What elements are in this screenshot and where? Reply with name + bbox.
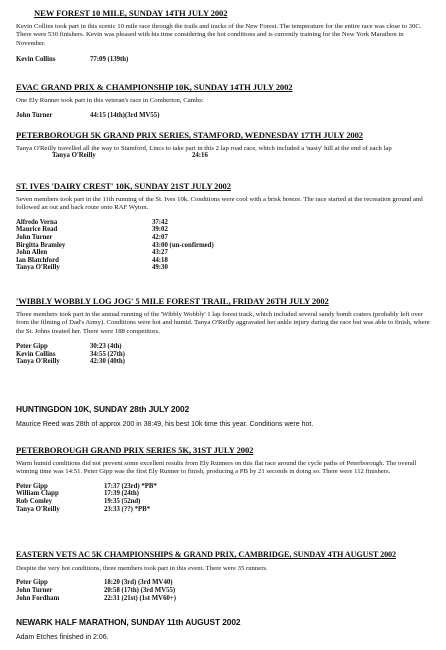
race-heading: PETERBOROUGH 5K GRAND PRIX SERIES, STAMFORD, WEDNESDAY 17TH JULY 2002 bbox=[16, 130, 364, 140]
race-report-huntingdon-10k bbox=[16, 404, 436, 429]
results-list bbox=[16, 579, 436, 602]
result-row: Rob Comley 19:35 (52nd) bbox=[16, 498, 141, 505]
race-report-eastern-vets-5k bbox=[16, 550, 436, 602]
results-list bbox=[16, 219, 436, 272]
result-row: Alfredo Verna 37:42 bbox=[16, 218, 168, 226]
result-row: John Allen 43:27 bbox=[16, 249, 168, 257]
race-report-stamford-5k bbox=[16, 130, 436, 160]
race-report-st-ives-10k bbox=[16, 181, 436, 272]
result-row: John Turner 42:07 bbox=[16, 234, 168, 241]
result-row: Kevin Collins 34:55 (27th) bbox=[16, 350, 125, 358]
result-row: Peter Gipp 18:20 (3rd) (3rd MV40) bbox=[16, 579, 173, 587]
race-heading: 'WIBBLY WOBBLY LOG JOG' 5 MILE FOREST TRAIL, FRIDAY 26TH JULY 2002 bbox=[16, 296, 329, 306]
result-row: Tanya O'Reilly 23:33 (??) *PB* bbox=[16, 505, 151, 513]
race-summary: Kevin Collins took part in this scenic 10 mile race through the trails and tracks of the New Forest. The temperature for the entire race was close to 30C. There were 530 finishers. Kevin was pleased with his time considering the hot conditions and is currently training for the New York Marathon in November. bbox=[16, 23, 422, 47]
race-report-wibbly-wobbly bbox=[16, 296, 436, 366]
result-row: Tanya O'Reilly 42:30 (40th) bbox=[16, 358, 125, 366]
race-summary: Tanya O'Reilly travelled all the way to Stamford, Lincs to take part in this 2 lap road race, which included a 'nasty' hill at the end of each lap bbox=[16, 145, 392, 152]
race-heading: NEWARK HALF MARATHON, SUNDAY 11th AUGUST 2002 bbox=[16, 617, 241, 627]
race-summary: Three members took part in the annual running of the 'Wibbly Wobbly' 1 lap forest track, which included several sandy bomb craters (probably left over from the filming of Dad's Army). Conditions were hot and humid. Tanya O'Reilly aggravated her ankle injury during the race but was able to finish, where the St. Johns treated her. There were 188 competitors. bbox=[16, 311, 430, 335]
race-report-newark-half bbox=[16, 617, 436, 642]
result-row: John Turner 44:15 (14th)(3rd MV55) bbox=[16, 112, 160, 120]
race-summary: Adam Etches finished in 2:06. bbox=[16, 634, 109, 641]
result-row: John Turner 20:58 (17th) (3rd MV55) bbox=[16, 587, 176, 594]
race-summary: One Ely Runner took part in this veteran's race in Comberton, Cambs: bbox=[16, 97, 204, 104]
race-heading: EVAC GRAND PRIX & CHAMPIONSHIP 10K, SUNDAY 14TH JULY 2002 bbox=[16, 82, 293, 92]
race-heading: EASTERN VETS AC 5K CHAMPIONSHIPS & GRAND PRIX, CAMBRIDGE, SUNDAY 4TH AUGUST 2002 bbox=[16, 550, 397, 559]
race-summary: Seven members took part in the 11th running of the St. Ives 10k. Conditions were cool with a brisk breeze. The race started at the recreation ground and followed an out and back route onto RAF Wyton. bbox=[16, 196, 423, 212]
result-row: Tanya O'Reilly 24:16 bbox=[52, 152, 208, 160]
results-list bbox=[16, 343, 436, 366]
race-report-new-forest bbox=[16, 8, 436, 64]
result-row: Peter Gipp 30:23 (4th) bbox=[16, 343, 122, 351]
race-summary: Despite the very hot conditions, three members took part in this event. There were 35 runners. bbox=[16, 565, 268, 572]
result-row: Ian Blatchford 44:18 bbox=[16, 256, 168, 264]
results-list bbox=[16, 483, 436, 513]
race-summary: Maurice Reed was 28th of approx 200 in 38:49, his best 10k time this year. Conditions were hot. bbox=[16, 421, 314, 428]
race-heading: ST. IVES 'DAIRY CREST' 10K, SUNDAY 21ST JULY 2002 bbox=[16, 181, 231, 191]
race-heading: PETERBOROUGH GRAND PRIX SERIES 5K, 31ST JULY 2002 bbox=[16, 445, 254, 455]
result-row: Tanya O'Reilly 49:30 bbox=[16, 264, 168, 272]
result-row: Maurice Read 39:02 bbox=[16, 226, 168, 234]
result-row: William Clapp 17:39 (24th) bbox=[16, 490, 139, 498]
race-report-evac-10k bbox=[16, 82, 436, 120]
result-row: Birgitta Bramley 43:00 (un-confirmed) bbox=[16, 241, 214, 249]
result-row: Kevin Collins 77:09 (139th) bbox=[16, 56, 129, 64]
race-report-peterborough-5k bbox=[16, 445, 436, 513]
result-row: Peter Gipp 17:37 (23rd) *PB* bbox=[16, 482, 157, 490]
race-heading: HUNTINGDON 10K, SUNDAY 28th JULY 2002 bbox=[16, 404, 190, 414]
result-row: John Fordham 22:31 (21st) (1st MV60+) bbox=[16, 594, 177, 602]
race-summary: Warm humid conditions did not prevent some excellent results from Ely Runners on this flat race around the cycle paths of Peterborough. The overall winning time was 14:51. Peter Gipp was the first Ely Runner to finish, producing a PB by 21 seconds in doing so. There were 112 finishers. bbox=[16, 460, 417, 476]
race-heading: NEW FOREST 10 MILE, SUNDAY 14TH JULY 2002 bbox=[34, 8, 228, 18]
